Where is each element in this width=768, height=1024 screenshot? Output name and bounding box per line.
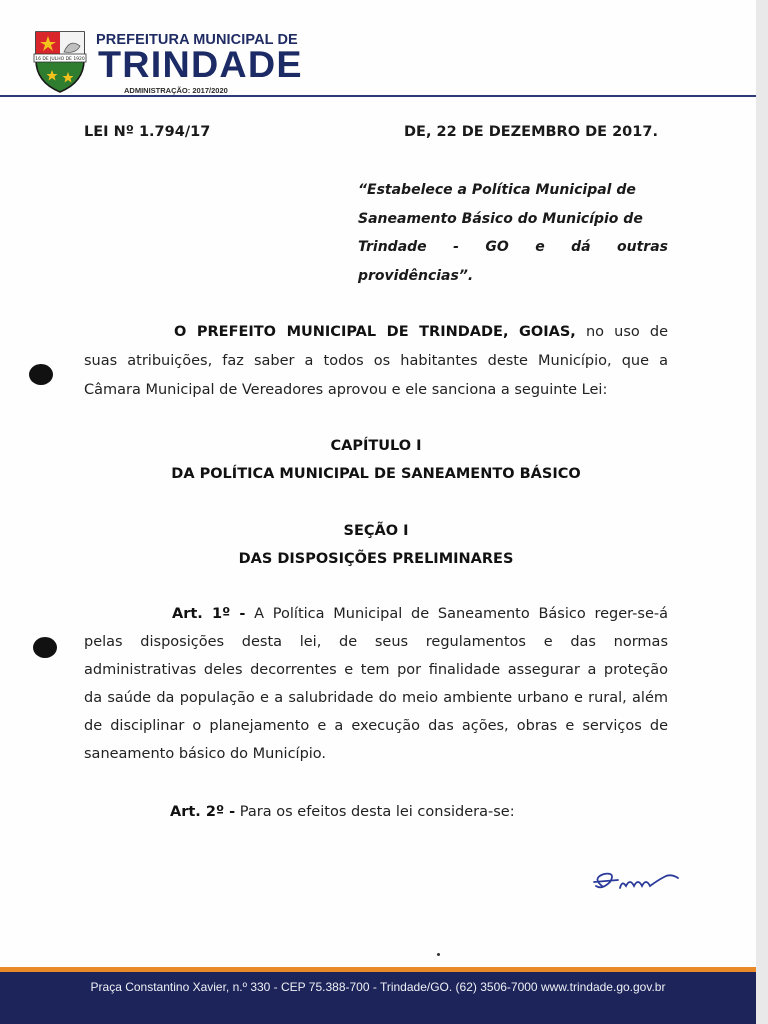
header-administration: ADMINISTRAÇÃO: 2017/2020 xyxy=(124,86,228,95)
art1-line-4: da saúde da população e a salubridade do meio ambiente urbano e rural, além xyxy=(84,690,668,706)
section-subtitle: DAS DISPOSIÇÕES PRELIMINARES xyxy=(238,551,514,567)
art1-line-1 xyxy=(172,606,668,622)
art1-line-1-rest: A Política Municipal de Saneamento Básico reger-se-á xyxy=(245,606,668,622)
header-divider xyxy=(0,95,756,97)
footer-address: Praça Constantino Xavier, n.º 330 - CEP 75.388-700 - Trindade/GO. (62) 3506-7000 www.trindade.go.gov.br xyxy=(90,980,666,994)
chapter-title: CAPÍTULO I xyxy=(330,438,422,454)
punch-hole-bottom xyxy=(33,637,57,658)
header-prefeitura-line: PREFEITURA MUNICIPAL DE xyxy=(96,32,298,48)
punch-hole-top xyxy=(29,364,53,385)
art2-line xyxy=(170,804,668,820)
art1-line-5: de disciplinar o planejamento e a execução das ações, obras e serviços de xyxy=(84,718,668,734)
stray-mark xyxy=(437,953,440,956)
ementa-line-3: Trindade - GO e dá outras xyxy=(358,239,668,255)
header-city-title: TRINDADE xyxy=(98,44,303,85)
page-edge xyxy=(756,0,768,1024)
art1-line-6: saneamento básico do Município. xyxy=(84,746,327,762)
art2-label: Art. 2º - xyxy=(170,804,236,820)
ementa-line-2: Saneamento Básico do Município de xyxy=(358,211,643,227)
art2-text: Para os efeitos desta lei considera-se: xyxy=(235,804,515,820)
preamble-line-1 xyxy=(174,324,668,340)
ementa-line-1: “Estabelece a Política Municipal de xyxy=(358,182,636,198)
art1-line-3: administrativas deles decorrentes e tem por finalidade assegurar a proteção xyxy=(84,662,668,678)
handwritten-initials-signature xyxy=(588,866,684,898)
preamble-line-2: suas atribuições, faz saber a todos os habitantes deste Município, que a xyxy=(84,353,668,369)
section-title: SEÇÃO I xyxy=(343,523,409,539)
law-date: DE, 22 DE DEZEMBRO DE 2017. xyxy=(404,124,658,140)
art1-label: Art. 1º - xyxy=(172,606,246,622)
preamble-bold: O PREFEITO MUNICIPAL DE TRINDADE, GOIAS, xyxy=(174,324,576,340)
ementa-line-4: providências”. xyxy=(358,268,474,284)
art1-line-2: pelas disposições desta lei, de seus regulamentos e das normas xyxy=(84,634,668,650)
crest-ribbon-text: 16 DE JULHO DE 1920 xyxy=(35,57,85,62)
chapter-subtitle: DA POLÍTICA MUNICIPAL DE SANEAMENTO BÁSICO xyxy=(171,466,581,482)
preamble-line-3: Câmara Municipal de Vereadores aprovou e ele sanciona a seguinte Lei: xyxy=(84,382,608,398)
law-number: LEI Nº 1.794/17 xyxy=(84,124,211,140)
preamble-line-1-rest: no uso de xyxy=(575,324,668,340)
municipal-crest-logo xyxy=(30,26,90,94)
